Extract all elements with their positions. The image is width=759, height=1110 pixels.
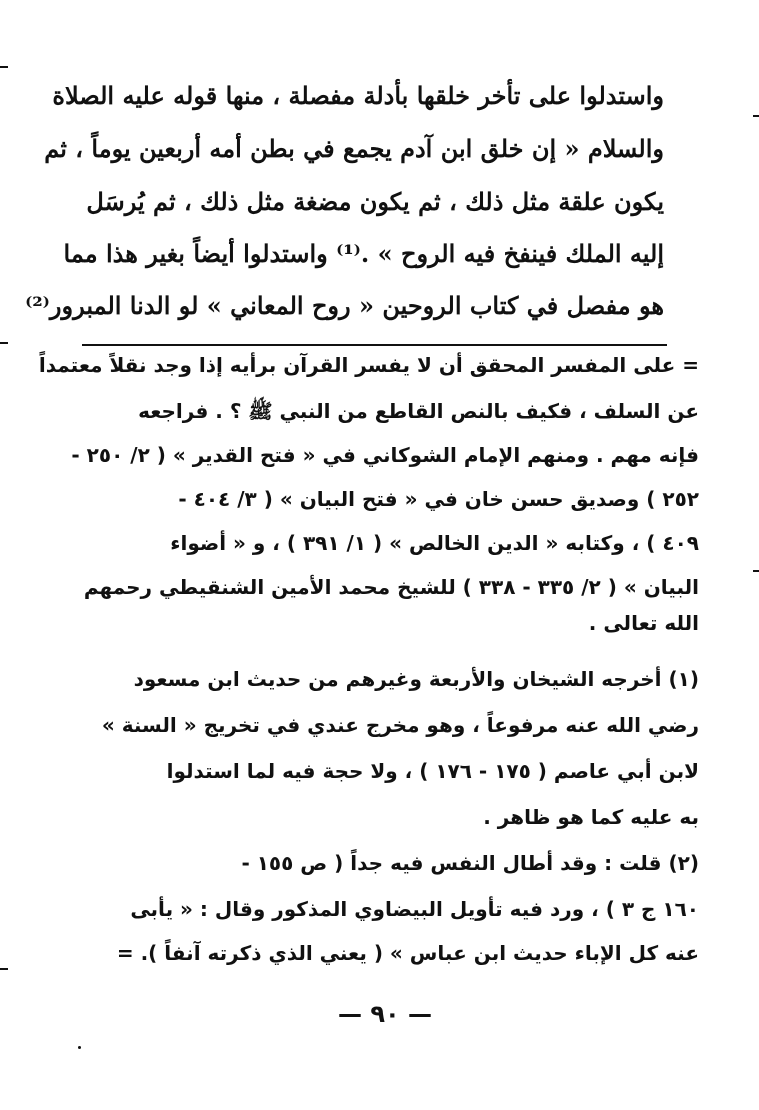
footnote-continuation-line: ٤٠٩ ) ، وكتابه « الدين الخالص » ( ١/ ٣٩١ ) ، و « أضواء <box>170 531 699 555</box>
main-text-line: واستدلوا على تأخر خلقها بأدلة مفصلة ، منها قوله عليه الصلاة <box>52 81 664 110</box>
footnote-separator <box>82 344 667 346</box>
main-text-line: إليه الملك فينفخ فيه الروح » .⁽¹⁾ واستدلوا أيضاً بغير هذا مما <box>63 239 664 268</box>
footnote-continuation-line: عن السلف ، فكيف بالنص القاطع من النبي ﷺ ؟ . فراجعه <box>138 399 699 423</box>
footnote-1-line: رضي الله عنه مرفوعاً ، وهو مخرج عندي في تخريج « السنة » <box>101 713 699 737</box>
page-number: — ٩٠ — <box>337 1000 432 1028</box>
footnote-1-line: لابن أبي عاصم ( ١٧٥ - ١٧٦ ) ، ولا حجة فيه لما استدلوا <box>166 759 699 783</box>
footnote-1-line: (١) أخرجه الشيخان والأربعة وغيرهم من حديث ابن مسعود <box>133 667 699 691</box>
footnote-continuation-line: فإنه مهم . ومنهم الإمام الشوكاني في « فتح القدير » ( ٢/ ٢٥٠ - <box>71 443 699 467</box>
footnote-continuation-line: البيان » ( ٢/ ٣٣٥ - ٣٣٨ ) للشيخ محمد الأمين الشنقيطي رحمهم <box>83 575 699 599</box>
footnote-2-line: (٢) قلت : وقد أطال النفس فيه جداً ( ص ١٥٥ - <box>241 851 699 875</box>
main-text-line: هو مفصل في كتاب الروحين « روح المعاني » لو الدنا المبرور⁽²⁾ <box>25 291 664 320</box>
main-text-line: والسلام « إن خلق ابن آدم يجمع في بطن أمه أربعين يوماً ، ثم <box>44 134 664 163</box>
main-text-line: يكون علقة مثل ذلك ، ثم يكون مضغة مثل ذلك ، ثم يُرسَل <box>86 187 664 216</box>
footnote-2-line: ١٦٠ ج ٣ ) ، ورد فيه تأويل البيضاوي المذكور وقال : « يأبى <box>130 897 699 921</box>
ink-dot <box>78 1046 81 1049</box>
left-margin-mark <box>0 342 8 344</box>
left-margin-mark <box>0 66 8 68</box>
footnote-continuation-line: الله تعالى . <box>588 611 699 635</box>
left-margin-mark <box>0 968 8 970</box>
footnote-continuation-line: = على المفسر المحقق أن لا يفسر القرآن برأيه إذا وجد نقلاً معتمداً <box>38 353 699 377</box>
footnote-1-line: به عليه كما هو ظاهر . <box>483 805 699 829</box>
footnote-2-line: عنه كل الإباء حديث ابن عباس » ( يعني الذي ذكرته آنفاً ). = <box>116 941 699 965</box>
footnote-continuation-line: ٢٥٢ ) وصديق حسن خان في « فتح البيان » ( ٣/ ٤٠٤ - <box>178 487 699 511</box>
right-margin-mark <box>753 570 759 572</box>
right-margin-mark <box>753 115 759 117</box>
